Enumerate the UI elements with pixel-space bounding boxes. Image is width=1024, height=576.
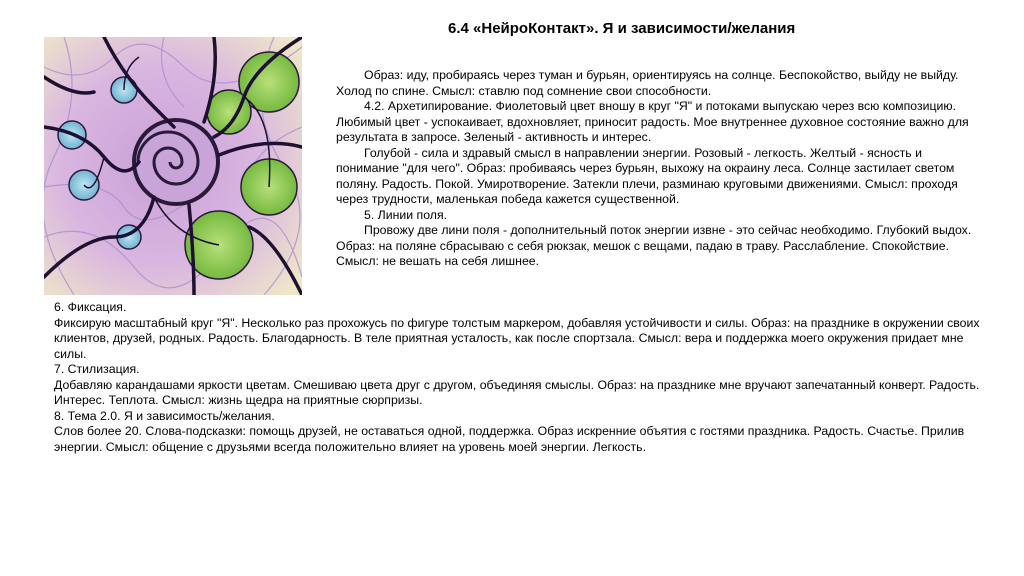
paragraph: Провожу две лини поля - дополнительный поток энергии извне - это сейчас необходимо. Глубокий выдох. Образ: на поляне сбрасываю с себя рюкзак, мешок с вещами, падаю в траву. Расслабление. Спокойствие. Смысл: не вешать на себя лишнее. — [336, 223, 972, 268]
paragraph: Образ: иду, пробираясь через туман и бурьян, ориентируясь на солнце. Беспокойство, выйду не выйду. Холод по спине. Смысл: ставлю под сомнение свои способности. — [336, 68, 959, 98]
neurographic-drawing-icon — [44, 37, 302, 295]
paragraph: Добавляю карандашами яркости цветам. Смешиваю цвета друг с другом, объединяя смыслы. Образ: на празднике мне вручают запечатанный конверт. Радость. Интерес. Теплота. Смысл: жизнь щедра на приятные сюрпризы. — [54, 377, 980, 407]
paragraph: 4.2. Архетипирование. Фиолетовый цвет вношу в круг "Я" и потоками выпускаю через всю композицию. Любимый цвет - успокаивает, вдохновляет, приносит радость. Мое внутреннее духовное состояние важно для результата в запросе. Зеленый - активность и интерес. — [336, 99, 969, 144]
paragraph: Голубой - сила и здравый смысл в направлении энергии. Розовый - легкость. Желтый - ясность и понимание "для чего". Образ: пробиваясь через бурьян, выхожу на окраину леса. Солнце застилает светом поляну. Радость. Покой. Умиротворение. Затекли плечи, разминаю круговыми движениями. Смысл: проходя через трудности, маленькая победа кажется существенной. — [336, 145, 958, 206]
right-text-block — [336, 68, 986, 270]
paragraph: 5. Линии поля. — [364, 207, 448, 222]
section-heading: 6. Фиксация. — [54, 300, 127, 314]
section-heading: 8. Тема 2.0. Я и зависимость/желания. — [54, 408, 275, 423]
paragraph: Слов более 20. Слова-подсказки: помощь друзей, не оставаться одной, поддержка. Образ искренние объятия с гостями праздника. Радость. Счастье. Прилив энергии. Смысл: общение с друзьями всегда положительно влияет на уровень моей энергии. Легкость. — [54, 424, 965, 454]
paragraph: Фиксирую масштабный круг "Я". Несколько раз прохожусь по фигуре толстым маркером, добавляя устойчивости и силы. Образ: на празднике в окружении своих клиентов, друзей, родных. Радость. Благодарность. В теле приятная усталость, как после спортзала. Смысл: вера и поддержка моего окружения придает мне силы. — [54, 315, 980, 361]
lower-text-block — [54, 300, 989, 455]
section-heading: 7. Стилизация. — [54, 362, 140, 376]
slide-title: 6.4 «НейроКонтакт». Я и зависимости/желания — [448, 20, 796, 37]
